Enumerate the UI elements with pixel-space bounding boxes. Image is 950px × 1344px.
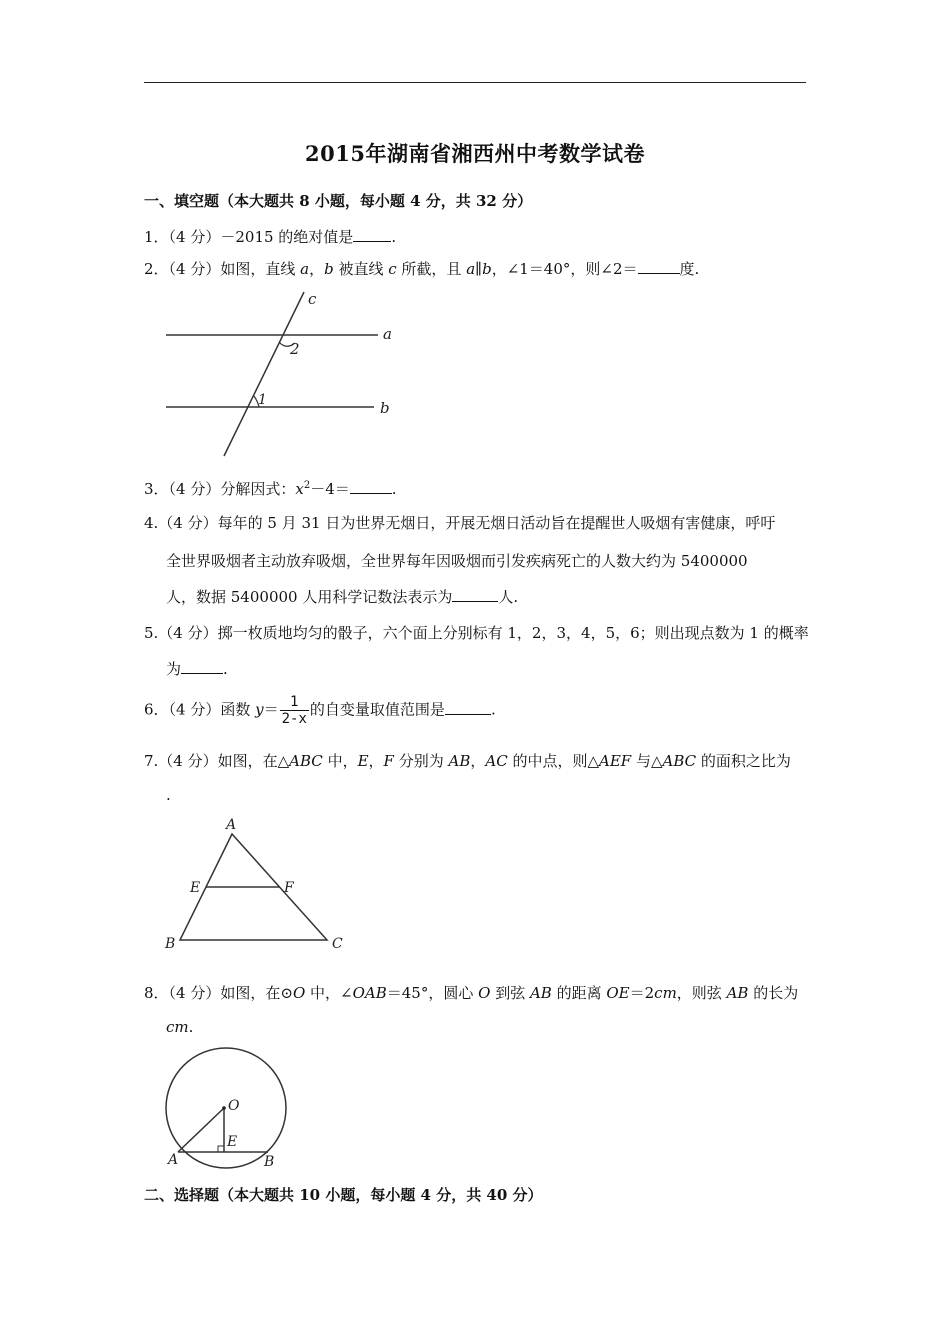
section-fill-in-header: 一、填空题（本大题共 8 小题，每小题 4 分，共 32 分） xyxy=(144,192,533,210)
seg-ac: AC xyxy=(485,752,508,770)
seg-oe: OE xyxy=(606,984,630,1002)
q4-text: 人，数据 5400000 人用科学记数法表示为 xyxy=(166,588,453,606)
q2-comma: ， xyxy=(309,260,325,278)
q6-end: . xyxy=(490,700,496,719)
question-8-line-2 xyxy=(166,1018,193,1036)
q8-t7: 的长为 xyxy=(748,984,799,1002)
answer-blank xyxy=(350,479,392,494)
label-b: b xyxy=(380,399,390,417)
question-4-line-2: 全世界吸烟者主动放弃吸烟，全世界每年因吸烟而引发疾病死亡的人数大约为 5400000 xyxy=(166,552,748,570)
var-a: a xyxy=(300,260,310,278)
label-A: A xyxy=(168,1152,179,1168)
q2-end: 度. xyxy=(679,260,700,278)
q8-t1: 中，∠ xyxy=(305,984,353,1002)
question-4-line-1: 4.（4 分）每年的 5 月 31 日为世界无烟日，开展无烟日活动旨在提醒世人吸烟有害健康，呼吁 xyxy=(144,514,776,532)
answer-blank xyxy=(638,259,680,274)
question-4-line-3 xyxy=(166,586,518,607)
label-E: E xyxy=(190,880,201,896)
label-angle-1: 1 xyxy=(258,392,267,408)
denominator: 2-x xyxy=(281,711,307,727)
q5-end: . xyxy=(223,660,228,678)
label-a: a xyxy=(383,325,392,343)
question-7-line-1 xyxy=(144,750,791,771)
tri-abc: ABC xyxy=(289,752,323,770)
q8-end: . xyxy=(188,1018,194,1036)
right-angle-mark xyxy=(218,1146,224,1152)
q4-end: 人. xyxy=(498,588,519,606)
chord-ab-2: AB xyxy=(726,984,749,1002)
line-c xyxy=(224,292,304,456)
segment-oa xyxy=(178,1108,224,1152)
answer-blank xyxy=(353,227,391,242)
header-rule xyxy=(144,82,806,83)
label-A: A xyxy=(226,817,237,833)
label-F: F xyxy=(284,880,294,896)
pt-o-2: O xyxy=(478,984,491,1002)
q1-end: . xyxy=(391,228,397,246)
var-x: x xyxy=(295,480,304,498)
question-2 xyxy=(144,258,699,279)
label-B: B xyxy=(165,936,176,952)
var-b: b xyxy=(324,260,334,278)
section-choice-header: 二、选择题（本大题共 10 小题，每小题 4 分，共 40 分） xyxy=(144,1186,543,1204)
question-3 xyxy=(144,478,397,499)
unit-cm-2: cm xyxy=(166,1018,189,1036)
page-title: 2015年湖南省湘西州中考数学试卷 xyxy=(305,141,645,166)
unit-cm: cm xyxy=(654,984,677,1002)
q5-text: 为 xyxy=(166,660,182,678)
q7-t6: 与△ xyxy=(631,752,663,770)
seg-ab: AB xyxy=(448,752,471,770)
label-angle-2: 2 xyxy=(290,340,300,358)
chord-ab: AB xyxy=(529,984,552,1002)
pt-e: E xyxy=(357,752,369,770)
q7-t3: 分别为 xyxy=(393,752,449,770)
circle-o xyxy=(166,1048,286,1168)
q3-text-2: －4＝ xyxy=(310,480,350,498)
question-5-line-1: 5.（4 分）掷一枚质地均匀的骰子，六个面上分别标有 1，2，3，4，5，6；则出现点数为 1 的概率 xyxy=(144,624,809,642)
answer-blank xyxy=(181,659,223,674)
question-7-line-2: . xyxy=(166,786,171,804)
q8-t2: ＝45°，圆心 xyxy=(386,984,479,1002)
q7-t4: ， xyxy=(470,752,486,770)
equals: ＝ xyxy=(263,700,279,719)
label-C: C xyxy=(332,936,343,952)
q3-end: . xyxy=(391,480,397,498)
q7-text: 7.（4 分）如图，在△ xyxy=(144,752,290,770)
angle-oab: OAB xyxy=(352,984,387,1002)
pt-f: F xyxy=(383,752,394,770)
fraction xyxy=(280,694,309,727)
numerator: 1 xyxy=(280,694,309,711)
q7-t5: 的中点，则△ xyxy=(507,752,600,770)
answer-blank xyxy=(445,700,491,715)
question-6 xyxy=(144,694,496,727)
q8-text: 8．（4 分）如图，在⊙ xyxy=(144,984,293,1002)
center-dot xyxy=(222,1106,226,1110)
q1-text: 1．（4 分）－2015 的绝对值是 xyxy=(144,228,354,246)
var-y: y xyxy=(255,700,264,719)
var-c: c xyxy=(388,260,397,278)
q2-text-3: 所截，且 xyxy=(396,260,467,278)
q7-t7: 的面积之比为 xyxy=(696,752,791,770)
q6-text-2: 的自变量取值范围是 xyxy=(309,700,445,719)
figure-circle xyxy=(160,1044,300,1174)
q3-text: 3．（4 分）分解因式： xyxy=(144,480,296,498)
answer-blank xyxy=(452,587,498,602)
figure-triangle xyxy=(160,812,350,954)
q6-text: 6．（4 分）函数 xyxy=(144,700,256,719)
q2-text-4: ，∠1＝40°，则∠2＝ xyxy=(491,260,638,278)
parallel-expr: a∥b xyxy=(466,260,492,278)
tri-abc-2: ABC xyxy=(662,752,697,770)
label-O: O xyxy=(228,1098,240,1114)
q2-text: 2．（4 分）如图，直线 xyxy=(144,260,301,278)
q7-t1: 中， xyxy=(322,752,358,770)
q2-text-2: 被直线 xyxy=(333,260,389,278)
tri-aef: AEF xyxy=(599,752,632,770)
question-8-line-1 xyxy=(144,982,798,1003)
q8-t6: ，则弦 xyxy=(676,984,727,1002)
q7-t2: ， xyxy=(368,752,384,770)
figure-parallel-lines xyxy=(160,288,400,460)
q8-t4: 的距离 xyxy=(551,984,607,1002)
label-c: c xyxy=(308,290,317,308)
label-B: B xyxy=(264,1154,275,1170)
q8-t3: 到弦 xyxy=(490,984,530,1002)
question-1 xyxy=(144,226,396,247)
label-E: E xyxy=(227,1134,238,1150)
exponent: 2 xyxy=(303,480,311,491)
q8-t5: ＝2 xyxy=(629,984,655,1002)
pt-o: O xyxy=(292,984,306,1002)
question-5-line-2 xyxy=(166,658,228,679)
